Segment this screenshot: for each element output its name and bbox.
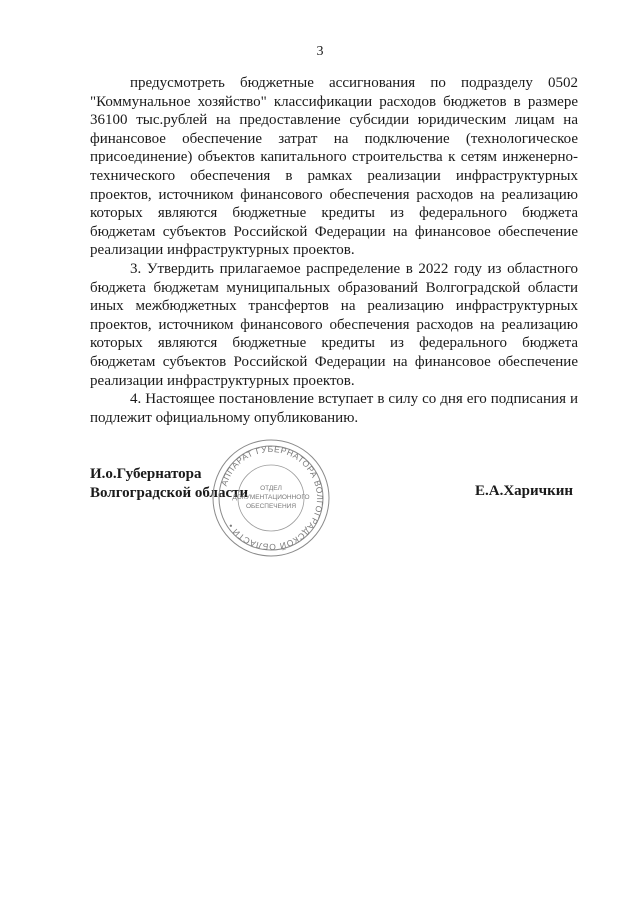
paragraph-item-4: 4. Настоящее постановление вступает в силу со дня его подписания и подлежит официальному опубликованию. [90, 391, 578, 426]
paragraph-budget-allocation: предусмотреть бюджетные ассигнования по подразделу 0502 "Коммунальное хозяйство" классификации расходов бюджетов в размере 36100 тыс.рублей на предоставление субсидии юридическим лицам на финансовое обеспечение затрат на подключение (технологическое присоединение) объектов капитального строительства к сетям инженерно-технического обеспечения в рамках реализации инфраструктурных проектов, источником финансового обеспечения расходов на реализацию которых являются бюджетные кредиты из федерального бюджета бюджетам субъектов Российской Федерации на финансовое обеспечение реализации инфраструктурных проектов. [90, 75, 578, 259]
signatory-position-line2: Волгоградской области [90, 485, 249, 501]
signatory-name: Е.А.Харичкин [475, 483, 574, 499]
page-number: 3 [316, 44, 324, 59]
svg-text:ОБЕСПЕЧЕНИЯ: ОБЕСПЕЧЕНИЯ [245, 503, 297, 510]
document-body [90, 74, 578, 427]
svg-text:ДОКУМЕНТАЦИОННОГО: ДОКУМЕНТАЦИОННОГО [232, 494, 310, 501]
svg-text:АППАРАТ ГУБЕРНАТОРА ВОЛГОГРАДС: АППАРАТ ГУБЕРНАТОРА ВОЛГОГРАДСКОЙ ОБЛАСТИ • [218, 443, 326, 553]
signatory-position-line1: И.о.Губернатора [90, 466, 202, 482]
seal-icon [210, 432, 332, 564]
official-seal-stamp [210, 432, 332, 564]
svg-text:ОТДЕЛ: ОТДЕЛ [260, 485, 282, 492]
paragraph-item-3: 3. Утвердить прилагаемое распределение в 2022 году из областного бюджета бюджетам муниципальных образований Волгоградской области иных межбюджетных трансфертов на реализацию инфраструктурных проектов, источником финансового обеспечения расходов на реализацию которых являются бюджетные кредиты из федерального бюджета бюджетам субъектов Российской Федерации на финансовое обеспечение реализации инфраструктурных проектов. [90, 260, 578, 389]
